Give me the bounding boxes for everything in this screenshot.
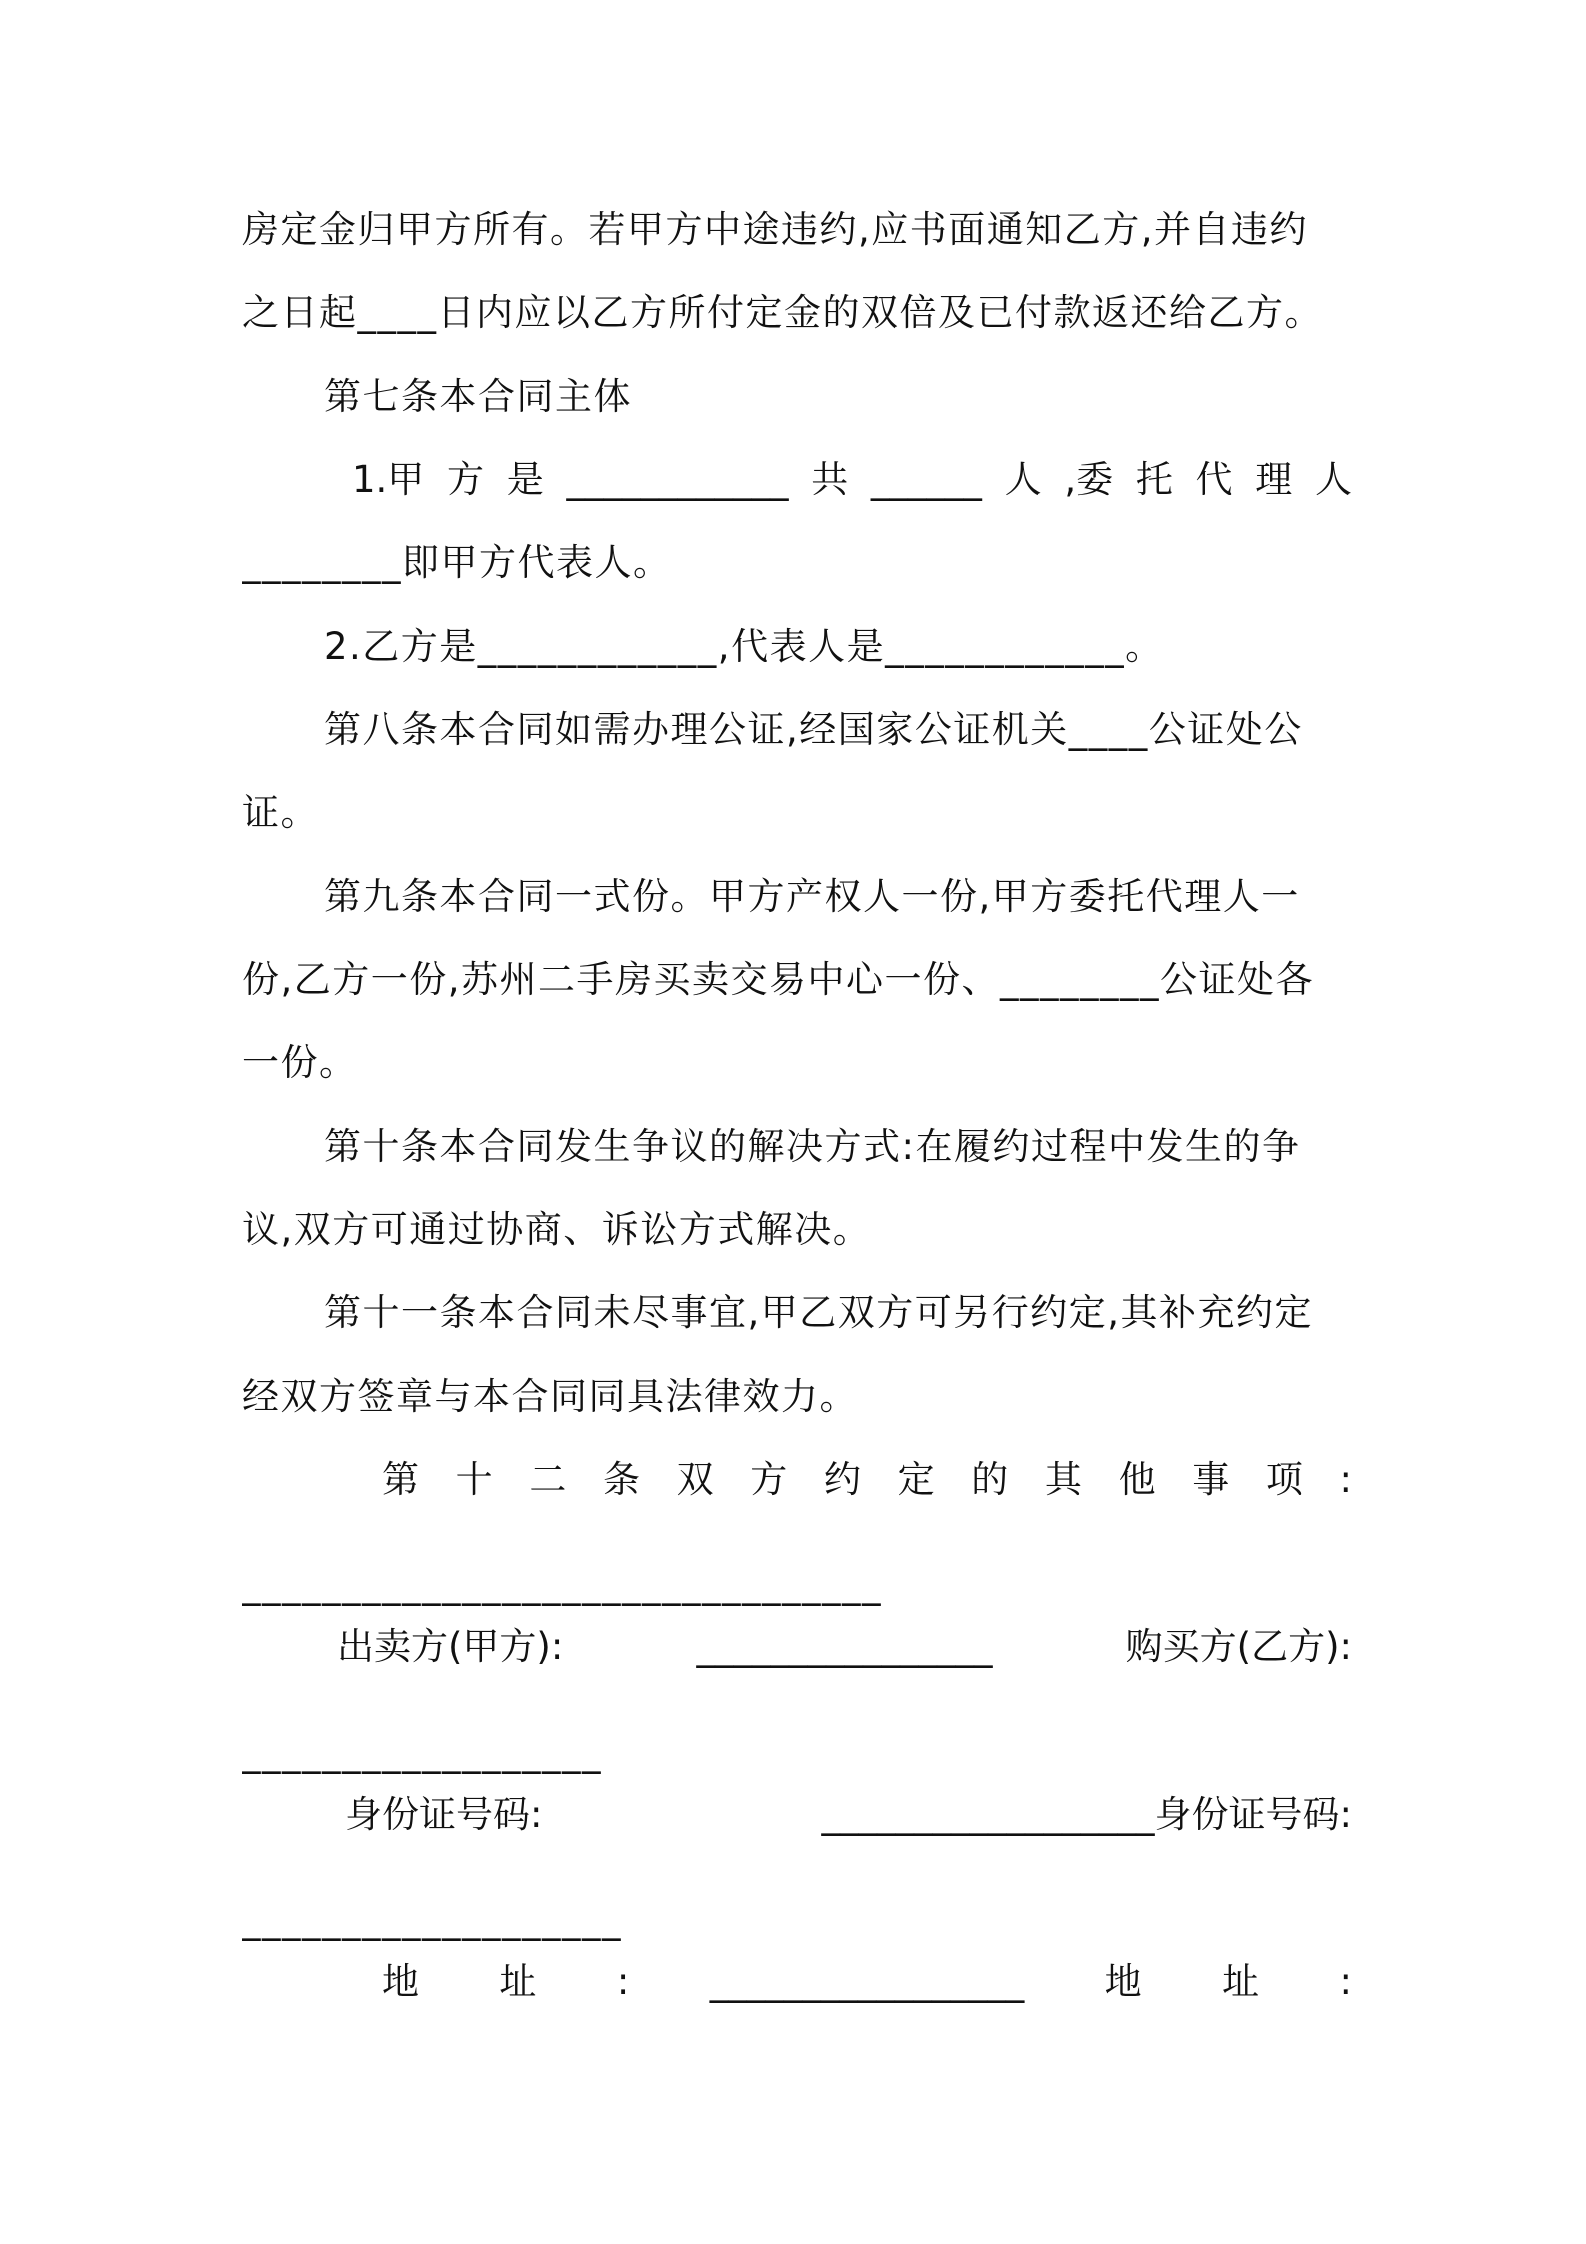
party-a-segment: 理 <box>1255 458 1293 501</box>
address-char: 址 <box>1222 1960 1260 2003</box>
article-9-line-3: 一份。 <box>242 1041 358 1084</box>
address-char: : <box>1339 1960 1352 2003</box>
party-a-segment: 方 <box>447 458 485 501</box>
party-a-segment: 代 <box>1195 458 1233 501</box>
buyer-id-blank: ___________________ <box>242 1898 622 1941</box>
party-a-segment: 共 <box>811 458 849 501</box>
seller-label: 出卖方(甲方): <box>337 1625 564 1668</box>
party-a-segment: 是 <box>506 458 544 501</box>
party-a-count-blank: ______ <box>870 458 982 501</box>
article-12-char: 项 <box>1265 1458 1303 1501</box>
address-char: 地 <box>382 1960 419 2003</box>
article-12-char: 方 <box>750 1458 788 1501</box>
seller-buyer-line <box>242 1622 1352 1672</box>
party-b-line: 2.乙方是____________,代表人是____________。 <box>324 625 1164 668</box>
party-a-segment: 托 <box>1135 458 1173 501</box>
party-a-line <box>242 455 1352 505</box>
article-11-line-1: 第十一条本合同未尽事宜,甲乙双方可另行约定,其补充约定 <box>324 1291 1314 1334</box>
article-11-line-2: 经双方签章与本合同同具法律效力。 <box>242 1375 858 1418</box>
buyer-label: 购买方(乙方): <box>1125 1625 1352 1668</box>
article-7-heading: 第七条本合同主体 <box>324 375 632 418</box>
article-12-char: 条 <box>602 1458 640 1501</box>
paragraph-line-1: 房定金归甲方所有。若甲方中途违约,应书面通知乙方,并自违约 <box>242 208 1309 251</box>
party-a-segment: 1.甲 <box>352 458 425 501</box>
article-8-line-1: 第八条本合同如需办理公证,经国家公证机关____公证处公 <box>324 708 1303 751</box>
article-12-char: 双 <box>676 1458 714 1501</box>
article-8-line-2: 证。 <box>242 791 319 834</box>
seller-blank: ________________ <box>696 1625 993 1668</box>
address-line <box>242 1957 1352 2007</box>
address-char: 址 <box>499 1960 537 2003</box>
party-a-name-blank: ____________ <box>566 458 789 501</box>
article-12-char: 其 <box>1044 1458 1082 1501</box>
party-a-segment: 人 <box>1314 458 1352 501</box>
article-10-line-2: 议,双方可通过协商、诉讼方式解决。 <box>242 1208 872 1251</box>
article-12-char: 定 <box>897 1458 935 1501</box>
article-12-char: 的 <box>971 1458 1009 1501</box>
article-12-heading <box>242 1455 1352 1505</box>
article-9-line-2: 份,乙方一份,苏州二手房买卖交易中心一份、________公证处各 <box>242 958 1315 1001</box>
address-char: 地 <box>1104 1960 1142 2003</box>
seller-address-blank: _________________ <box>709 1960 1025 2003</box>
address-char: : <box>616 1960 630 2003</box>
article-12-char: 他 <box>1118 1458 1156 1501</box>
article-12-char: 二 <box>529 1458 567 1501</box>
article-12-char: : <box>1339 1458 1352 1501</box>
article-12-char: 十 <box>455 1458 493 1501</box>
buyer-blank: __________________ <box>242 1731 602 1774</box>
party-a-segment: ,委 <box>1064 458 1114 501</box>
paragraph-line-5: ________即甲方代表人。 <box>242 541 672 584</box>
paragraph-line-2: 之日起____日内应以乙方所付定金的双倍及已付款返还给乙方。 <box>242 291 1323 334</box>
party-a-segment: 人 <box>1004 458 1042 501</box>
article-12-char: 约 <box>823 1458 861 1501</box>
article-10-line-1: 第十条本合同发生争议的解决方式:在履约过程中发生的争 <box>324 1125 1301 1168</box>
article-12-char: 第 <box>382 1458 419 1501</box>
buyer-id-label: __________________身份证号码: <box>821 1793 1352 1836</box>
other-matters-blank: ________________________________ <box>242 1563 882 1606</box>
article-12-char: 事 <box>1192 1458 1230 1501</box>
seller-id-label: 身份证号码: <box>345 1793 543 1836</box>
article-9-line-1: 第九条本合同一式份。甲方产权人一份,甲方委托代理人一 <box>324 875 1300 918</box>
id-number-line <box>242 1790 1352 1840</box>
